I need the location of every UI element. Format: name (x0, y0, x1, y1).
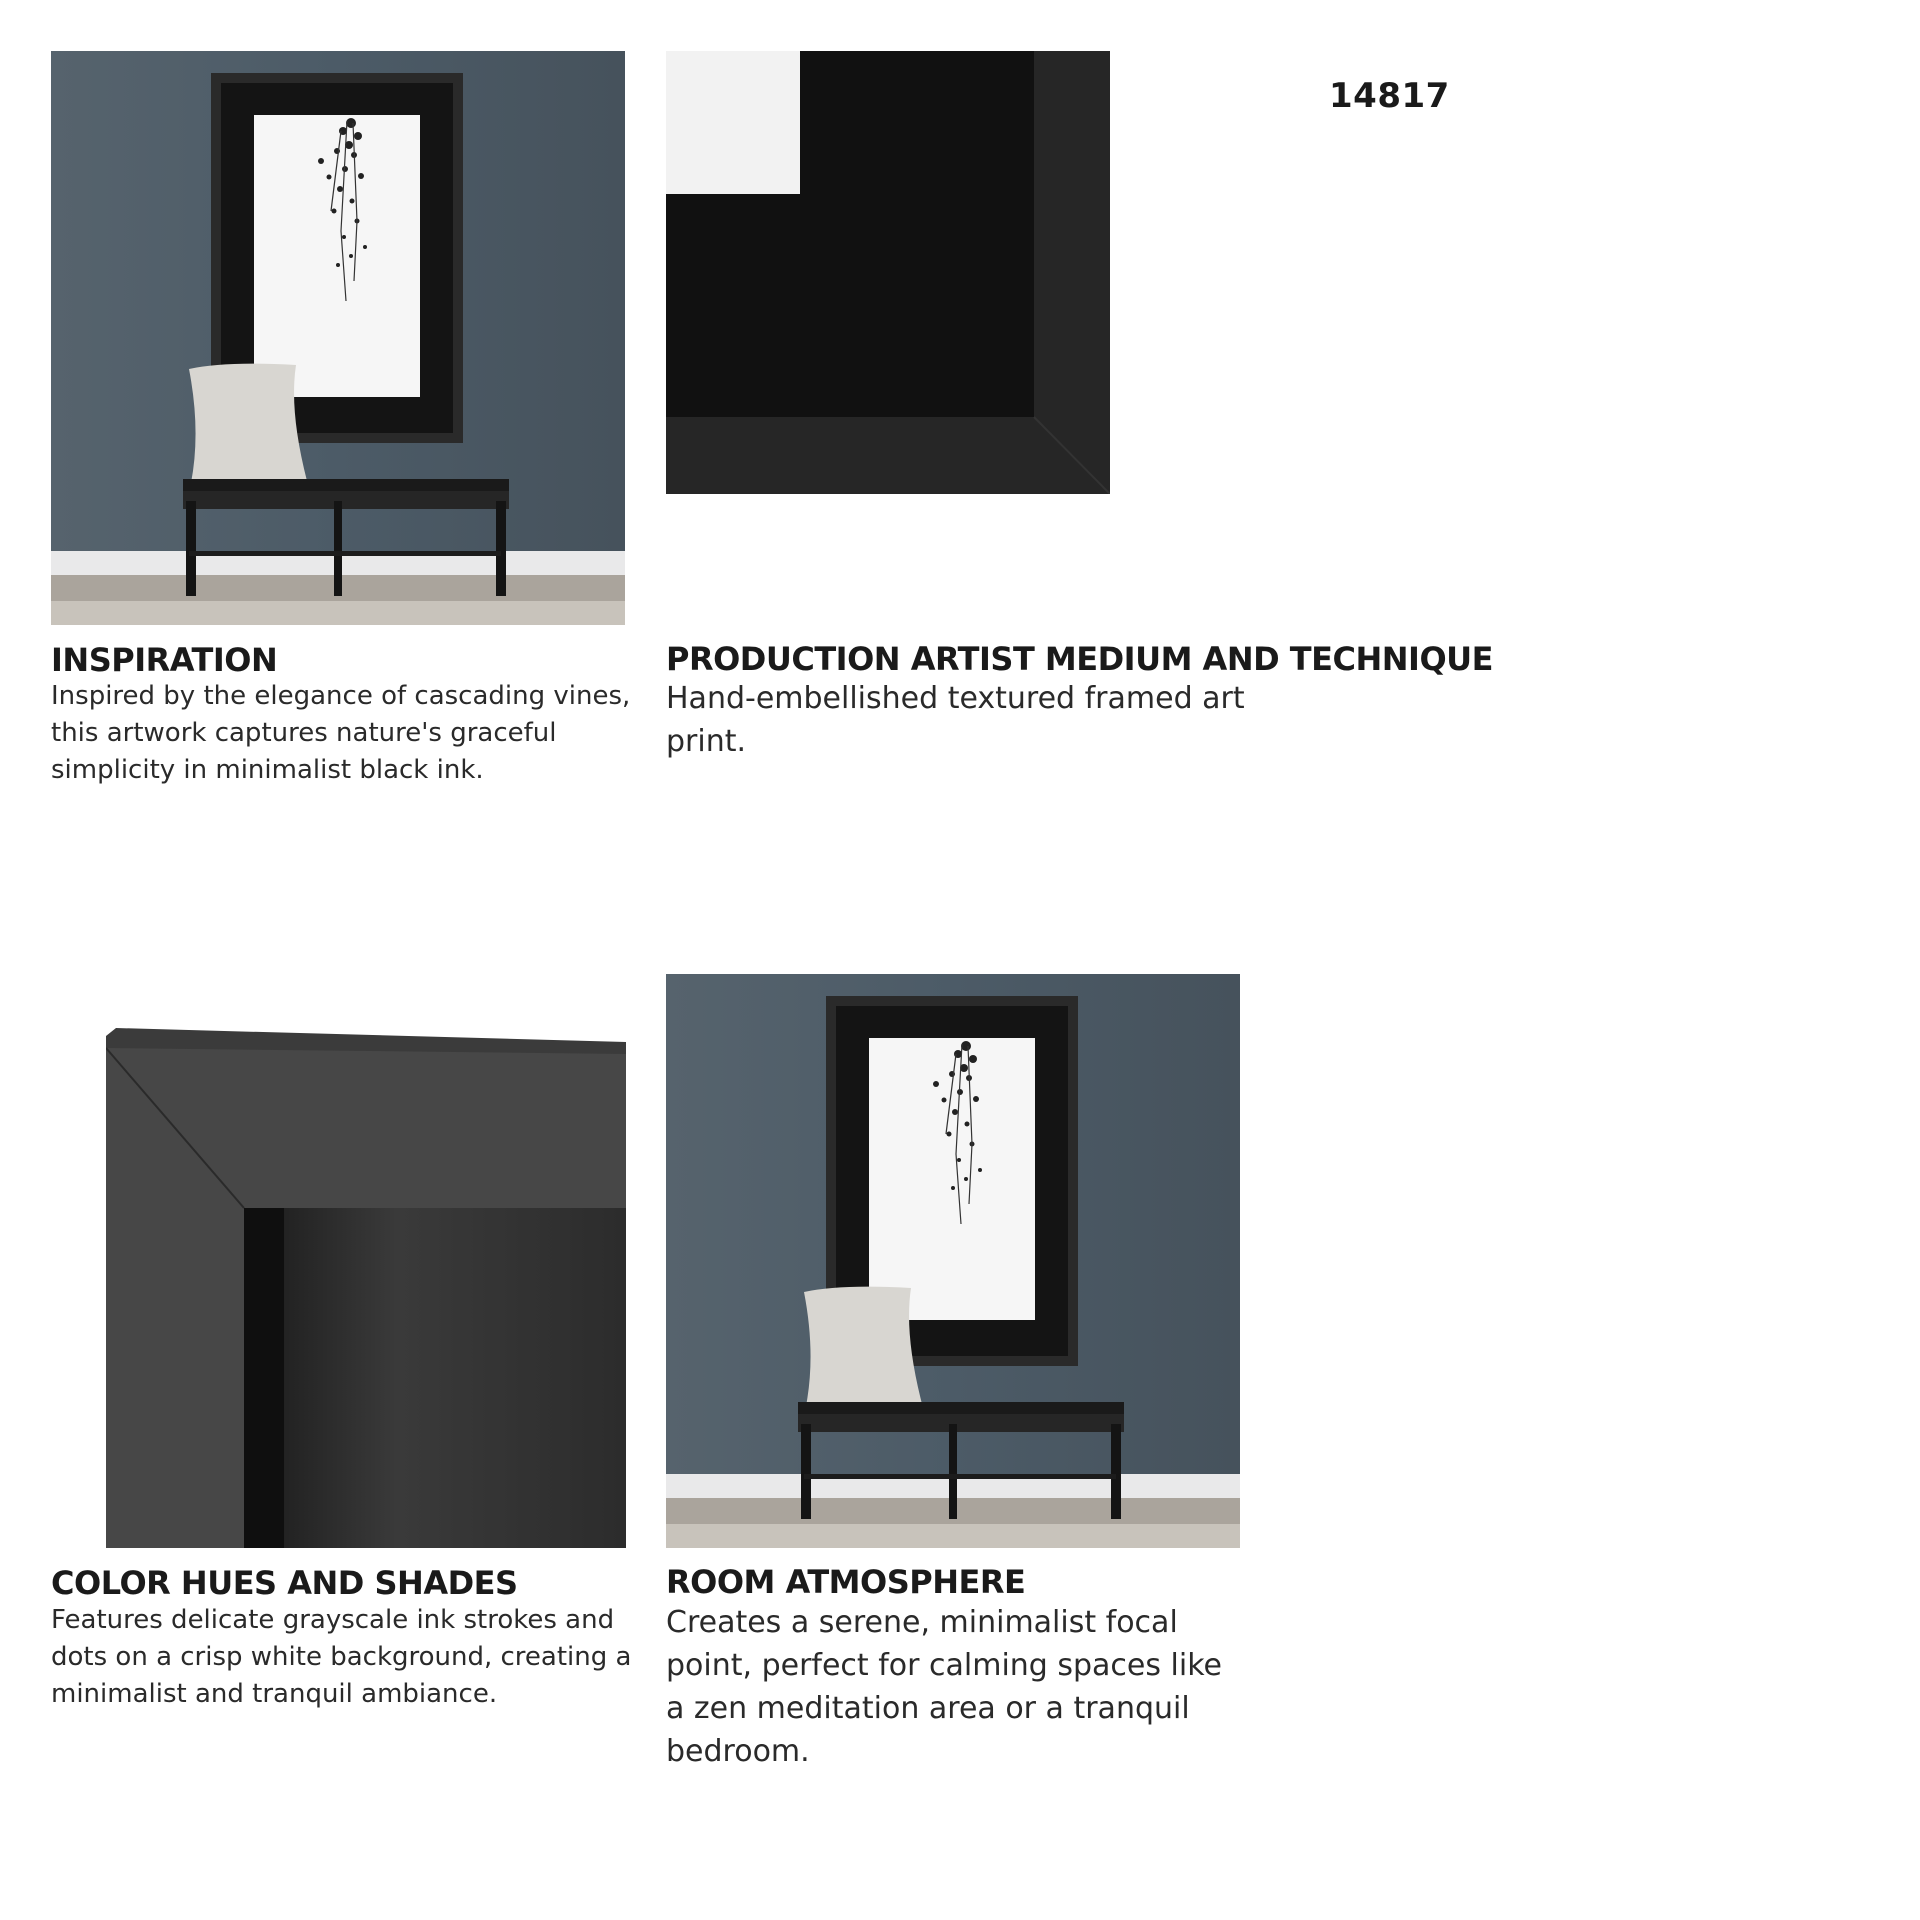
production-text: Hand-embellished textured framed art print. (666, 681, 1245, 759)
frame-texture-closeup-image (106, 1028, 626, 1548)
product-id: 14817 (1329, 76, 1450, 116)
production-heading: PRODUCTION ARTIST MEDIUM AND TECHNIQUE (666, 640, 1493, 678)
room-atmosphere-text: Creates a serene, minimalist focal point, perfect for calming spaces like a zen meditation area or a tranquil bedroom. (666, 1605, 1222, 1769)
color-heading: COLOR HUES AND SHADES (51, 1564, 518, 1602)
frame-corner-closeup-image (666, 51, 1110, 494)
room-scene-image (51, 51, 625, 625)
room-atmosphere-heading: ROOM ATMOSPHERE (666, 1563, 1026, 1601)
room-scene-alt-image (666, 974, 1240, 1548)
inspiration-text: Inspired by the elegance of cascading vines, this artwork captures nature's graceful simplicity in minimalist black ink. (51, 681, 631, 785)
inspiration-heading: INSPIRATION (51, 641, 278, 679)
color-text: Features delicate grayscale ink strokes and dots on a crisp white background, creating a minimalist and tranquil ambiance. (51, 1605, 632, 1709)
